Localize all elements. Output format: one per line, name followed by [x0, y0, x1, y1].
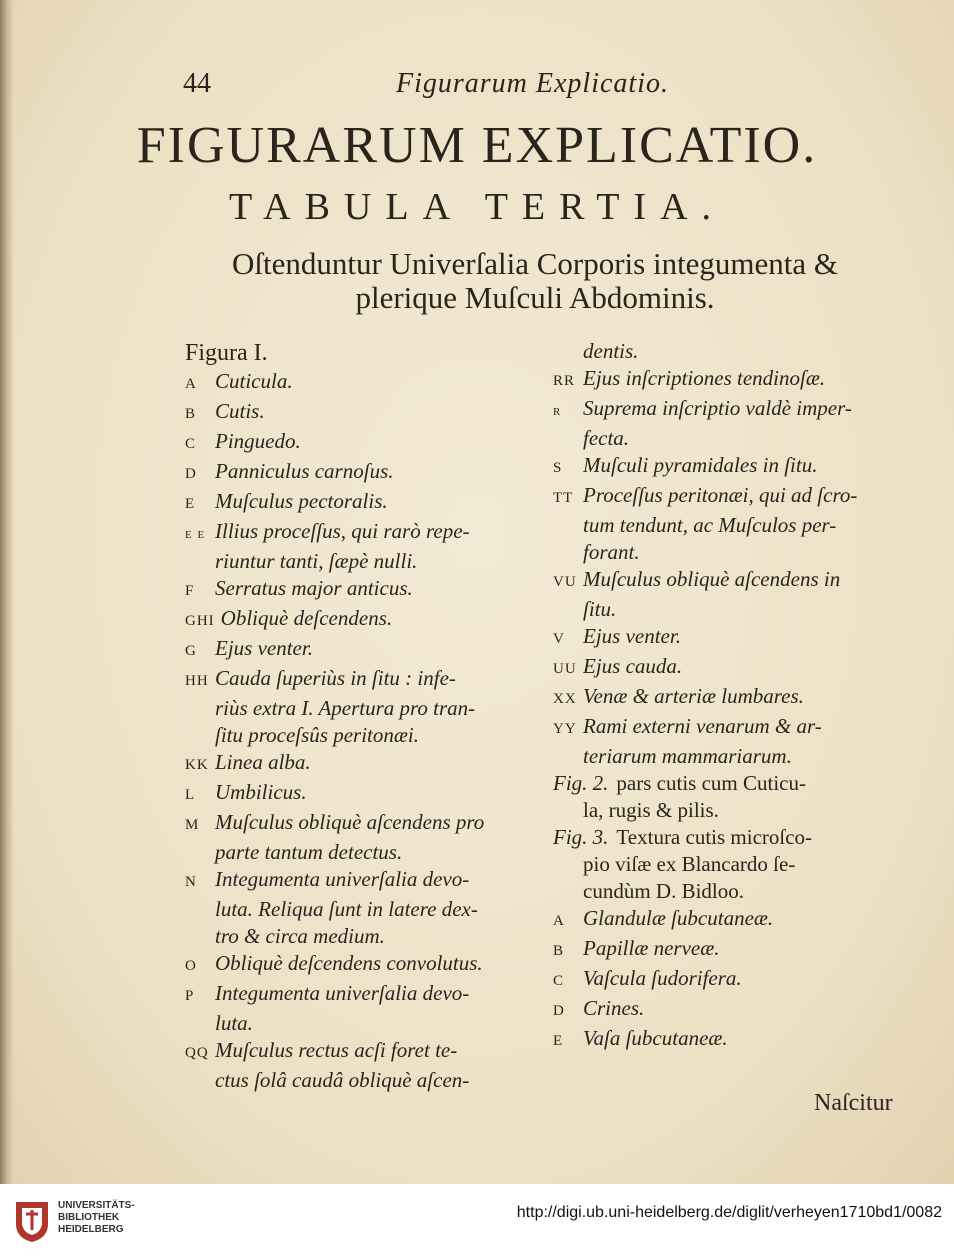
tabula-heading: TABULA TERTIA. [228, 186, 726, 228]
legend-label: e e [185, 526, 206, 542]
legend-label: Fig. 3. [553, 825, 609, 849]
legend-label: G [185, 643, 197, 659]
library-name-line-1: UNIVERSITÄTS- [58, 1200, 135, 1211]
legend-label: M [185, 817, 200, 833]
legend-entry [185, 866, 545, 923]
page-number: 44 [183, 68, 211, 99]
legend-label: KK [185, 757, 209, 773]
legend-entry-line [185, 809, 545, 839]
legend-label: QQ [185, 1045, 209, 1061]
legend-label: TT [553, 490, 574, 506]
legend-text: Cutis. [215, 399, 265, 423]
legend-text: Ejus inſcriptiones tendinoſæ. [583, 366, 826, 390]
legend-entry-line [185, 1037, 545, 1067]
legend-entry [553, 965, 913, 995]
legend-text: Crines. [583, 996, 645, 1020]
legend-continuation: dentis. [583, 339, 639, 363]
legend-text: Obliquè deſcendens. [220, 606, 393, 630]
legend-entry-line [185, 866, 545, 896]
legend-label: A [553, 913, 565, 929]
legend-entry [185, 398, 545, 428]
legend-text: Serratus major anticus. [215, 576, 413, 600]
legend-entry-line [185, 575, 545, 605]
legend-text: Muſculus obliquè aſcendens in [583, 567, 841, 591]
legend-label: F [185, 583, 195, 599]
legend-label: RR [553, 373, 576, 389]
legend-continuation: riuntur tanti, ſæpè nulli. [215, 549, 418, 573]
legend-entry [185, 635, 545, 665]
legend-label: L [185, 787, 196, 803]
legend-text: Vaſcula ſudorifera. [583, 966, 742, 990]
legend-entry-line [553, 995, 913, 1025]
legend-label: YY [553, 721, 577, 737]
right-column [553, 338, 913, 1055]
legend-entry-line [553, 395, 913, 425]
legend-label: A [185, 376, 197, 392]
legend-entry [185, 428, 545, 458]
legend-entry-line [185, 368, 545, 398]
legend-entry [553, 905, 913, 935]
legend-entry [185, 923, 545, 950]
legend-entry-line [553, 482, 913, 512]
legend-entry-line [185, 488, 545, 518]
legend-label: P [185, 988, 195, 1004]
legend-entry [185, 722, 545, 749]
right-entry-list [553, 338, 913, 1055]
legend-continuation: teriarum mammariarum. [583, 744, 792, 768]
running-header [0, 68, 954, 104]
legend-label: E [553, 1033, 564, 1049]
legend-entry [553, 713, 913, 770]
source-url-link[interactable]: http://digi.ub.uni-heidelberg.de/diglit/verheyen1710bd1/0082 [516, 1204, 942, 1221]
legend-entry [185, 950, 545, 980]
legend-entry [185, 749, 545, 779]
legend-entry [553, 566, 913, 623]
legend-entry-line [553, 713, 913, 743]
legend-text: Muſculus rectus acſi foret te- [215, 1038, 458, 1062]
legend-entry-line [553, 824, 913, 851]
legend-entry [553, 539, 913, 566]
legend-label: XX [553, 691, 577, 707]
legend-text: Muſculi pyramidales in ſitu. [583, 453, 818, 477]
legend-entry [185, 809, 545, 866]
legend-entry [553, 935, 913, 965]
legend-continuation: tro & circa medium. [215, 924, 385, 948]
legend-entry [185, 518, 545, 575]
legend-text: Cuticula. [215, 369, 293, 393]
legend-entry [553, 770, 913, 824]
legend-label: r [553, 403, 562, 419]
legend-entry-line [185, 749, 545, 779]
legend-entry [185, 1037, 545, 1094]
legend-text: Glandulæ ſubcutaneæ. [583, 906, 774, 930]
legend-continuation: la, rugis & pilis. [583, 798, 719, 822]
legend-continuation: parte tantum detectus. [215, 840, 403, 864]
legend-text: Cauda ſuperiùs in ſitu : infe- [215, 666, 456, 690]
legend-entry-line [553, 452, 913, 482]
legend-entry [553, 452, 913, 482]
legend-text: Muſculus obliquè aſcendens pro [215, 810, 485, 834]
university-logo-icon [12, 1198, 52, 1244]
legend-text: pars cutis cum Cuticu- [616, 771, 806, 795]
legend-text: Papillæ nerveæ. [583, 936, 720, 960]
legend-text: Proceſſus peritonæi, qui ad ſcro- [583, 483, 858, 507]
legend-entry [553, 653, 913, 683]
legend-entry-line [553, 1025, 913, 1055]
legend-entry-line [185, 398, 545, 428]
legend-entry [185, 458, 545, 488]
legend-entry [553, 878, 913, 905]
legend-label: GHI [185, 613, 215, 629]
legend-entry [185, 665, 545, 722]
legend-entry-line [185, 428, 545, 458]
legend-label: S [553, 460, 563, 476]
legend-text: Muſculus pectoralis. [215, 489, 388, 513]
legend-text: Pinguedo. [215, 429, 301, 453]
legend-entry [185, 779, 545, 809]
legend-text: Illius proceſſus, qui rarò repe- [215, 519, 470, 543]
legend-entry-line [553, 623, 913, 653]
legend-text: Vaſa ſubcutaneæ. [583, 1026, 728, 1050]
legend-entry-line [553, 365, 913, 395]
legend-label: D [553, 1003, 565, 1019]
legend-continuation: forant. [583, 540, 640, 564]
legend-continuation: fecta. [583, 426, 630, 450]
footer-bar [0, 1184, 954, 1260]
legend-text: Ejus cauda. [583, 654, 683, 678]
legend-continuation: cundùm D. Bidloo. [583, 879, 744, 903]
subtitle-line-1: Oſtenduntur Univerſalia Corporis integumenta & [231, 246, 839, 281]
legend-text: Rami externi venarum & ar- [583, 714, 822, 738]
legend-text: Suprema inſcriptio valdè imper- [583, 396, 852, 420]
legend-entry [553, 623, 913, 653]
running-title: Figurarum Explicatio. [396, 68, 669, 99]
library-name [58, 1200, 135, 1236]
legend-continuation: ſitu proceſsûs peritonæi. [215, 723, 419, 747]
legend-label: C [553, 973, 565, 989]
legend-text: Integumenta univerſalia devo- [215, 867, 470, 891]
legend-text: Ejus venter. [215, 636, 313, 660]
legend-label: E [185, 496, 196, 512]
legend-label: HH [185, 673, 209, 689]
legend-text: Venæ & arteriæ lumbares. [583, 684, 804, 708]
legend-continuation: ctus ſolâ caudâ obliquè aſcen- [215, 1068, 470, 1092]
legend-continuation: luta. [215, 1011, 253, 1035]
legend-entry-line [553, 770, 913, 797]
legend-entry [185, 368, 545, 398]
legend-entry [553, 995, 913, 1025]
legend-entry [185, 575, 545, 605]
legend-entry-line [185, 605, 545, 635]
legend-continuation: pio viſæ ex Blancardo ſe- [583, 852, 796, 876]
legend-text: Integumenta univerſalia devo- [215, 981, 470, 1005]
legend-text: Ejus venter. [583, 624, 681, 648]
legend-entry [553, 338, 913, 365]
legend-label: Fig. 2. [553, 771, 609, 795]
legend-entry-line [185, 518, 545, 548]
legend-label: O [185, 958, 197, 974]
legend-entry-line [553, 683, 913, 713]
legend-entry [185, 980, 545, 1037]
library-name-line-2: BIBLIOTHEK [58, 1212, 120, 1223]
legend-label: D [185, 466, 197, 482]
legend-label: C [185, 436, 197, 452]
legend-entry [553, 683, 913, 713]
legend-entry [553, 824, 913, 878]
legend-continuation: luta. Reliqua ſunt in latere dex- [215, 897, 478, 921]
legend-entry-line [185, 950, 545, 980]
legend-label: UU [553, 661, 577, 677]
legend-entry-line [185, 980, 545, 1010]
legend-entry-line [185, 665, 545, 695]
subtitle [195, 247, 875, 315]
legend-entry [553, 395, 913, 452]
legend-entry-line [185, 458, 545, 488]
legend-label: B [185, 406, 197, 422]
legend-entry-line [553, 566, 913, 596]
legend-text: Linea alba. [215, 750, 311, 774]
legend-entry-line [553, 905, 913, 935]
main-title: FIGURARUM EXPLICATIO. [136, 117, 818, 174]
legend-text: Obliquè deſcendens convolutus. [215, 951, 483, 975]
legend-entry-line [553, 935, 913, 965]
figure-heading: Figura I. [185, 340, 268, 366]
legend-entry [185, 605, 545, 635]
legend-entry-line [185, 635, 545, 665]
subtitle-line-2: plerique Muſculi Abdominis. [355, 280, 715, 315]
legend-text: Panniculus carnoſus. [215, 459, 394, 483]
legend-text: Umbilicus. [215, 780, 307, 804]
legend-text: Textura cutis microſco- [616, 825, 813, 849]
legend-entry [553, 1025, 913, 1055]
catchword: Naſcitur [814, 1090, 893, 1116]
left-column [185, 338, 545, 1094]
legend-continuation: riùs extra I. Apertura pro tran- [215, 696, 476, 720]
legend-label: N [185, 874, 197, 890]
legend-entry-line [185, 779, 545, 809]
legend-continuation: tum tendunt, ac Muſculos per- [583, 513, 837, 537]
legend-entry [553, 482, 913, 539]
legend-continuation: ſitu. [583, 597, 617, 621]
page-gutter-shadow [0, 0, 14, 1184]
legend-label: VU [553, 574, 577, 590]
library-name-line-3: HEIDELBERG [58, 1224, 124, 1235]
legend-entry-line [553, 653, 913, 683]
legend-entry [553, 365, 913, 395]
legend-label: V [553, 631, 565, 647]
legend-entry [185, 488, 545, 518]
legend-label: B [553, 943, 565, 959]
left-entry-list [185, 368, 545, 1094]
legend-entry-line [553, 965, 913, 995]
